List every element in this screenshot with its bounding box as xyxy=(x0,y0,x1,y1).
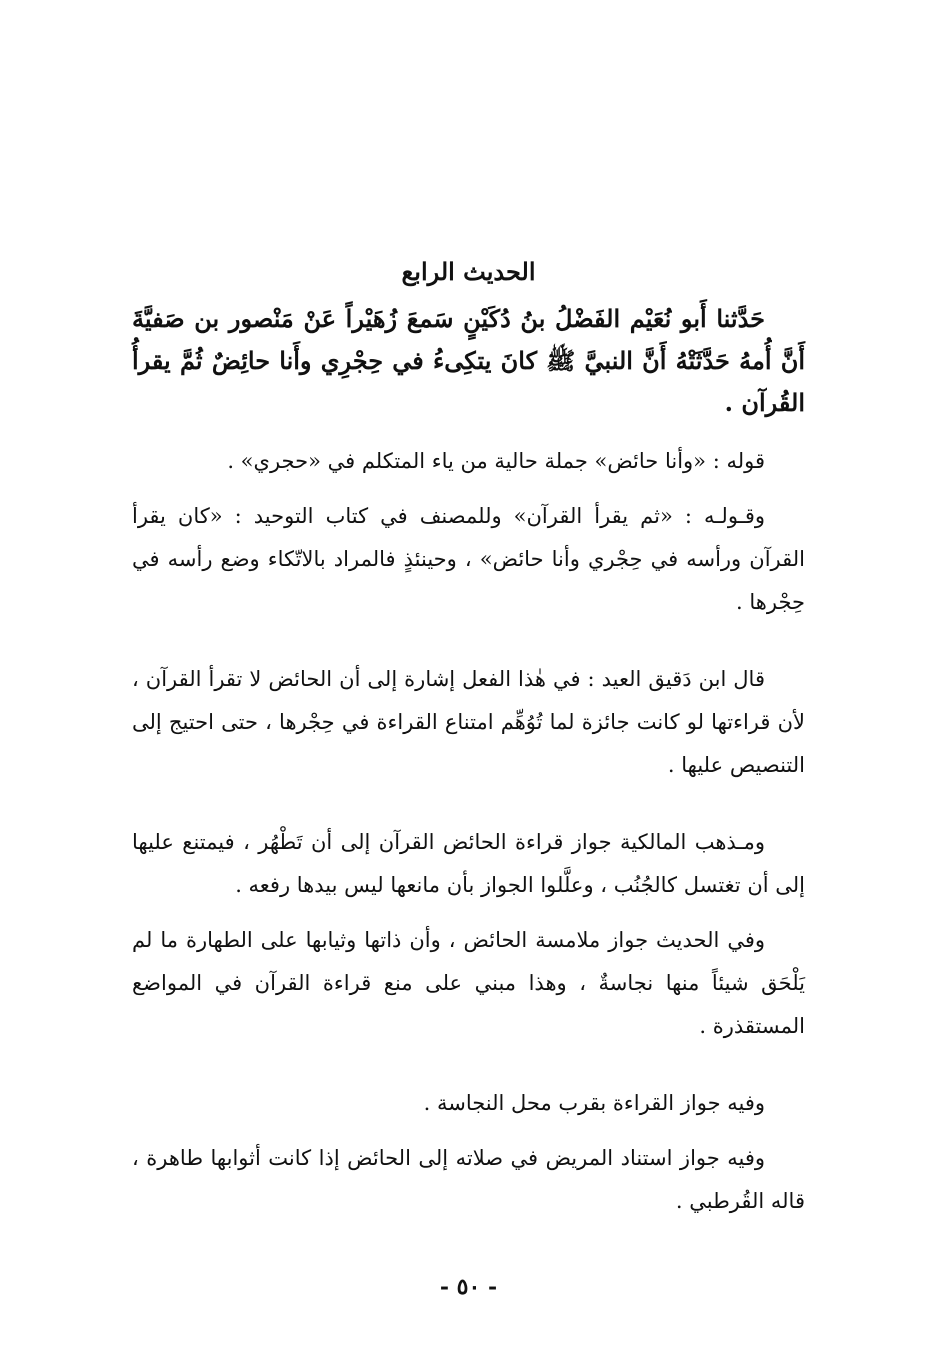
paragraph-5: وفي الحديث جواز ملامسة الحائض ، وأن ذاتها وثيابها على الطهارة ما لم يَلْحَق شيئاً منها نجاسةٌ ، وهذا مبني على منع قراءة القرآن في المواضع المستقذرة . xyxy=(132,928,805,1038)
paragraph-6: وفيه جواز القراءة بقرب محل النجاسة . xyxy=(423,1091,765,1115)
page-body xyxy=(132,252,805,1235)
section-title: الحديث الرابع xyxy=(401,257,536,286)
page-number: - ٥٠ - xyxy=(439,1274,498,1300)
paragraph-1: قوله : «وأنا حائض» جملة حالية من ياء المتكلم في «حجري» . xyxy=(227,449,765,473)
paragraph-7: وفيه جواز استناد المريض في صلاته إلى الحائض إذا كانت أثوابها طاهرة ، قاله القُرطبي . xyxy=(132,1146,805,1213)
paragraph-2: وقـولـه : «ثم يقرأ القرآن» وللمصنف في كتاب التوحيد : «كان يقرأ القرآن ورأسه في حِجْري وأنا حائض» ، وحينئذٍ فالمراد بالاتّكاء وضع رأسه في حِجْرها . xyxy=(132,504,805,614)
paragraph-3: قال ابن دَقيق العيد : في هٰذا الفعل إشارة إلى أن الحائض لا تقرأ القرآن ، لأن قراءتها لو كانت جائزة لما تُوُهِّم امتناع القراءة في حِجْرها ، حتى احتيج إلى التنصيص عليها . xyxy=(132,667,805,777)
paragraph-4: ومـذهب المالكية جواز قراءة الحائض القرآن إلى أن تَطْهُر ، فيمتنع عليها إلى أن تغتسل كالجُنُب ، وعلَّلوا الجواز بأن مانعها ليس بيدها رفعه . xyxy=(132,830,805,897)
hadith-text: حَدَّثنا أَبو نُعَيْم الفَضْلُ بنُ دُكَيْنٍ سَمعَ زُهَيْراً عَنْ مَنْصور بن صَفيَّةَ أَنَّ أُمهُ حَدَّثَتْهُ أَنَّ النبيَّ ﷺ كانَ يتكِىءُ في حِجْرِي وأَنا حائِضٌ ثُمَّ يقرأُ القُرآن . xyxy=(132,304,805,417)
